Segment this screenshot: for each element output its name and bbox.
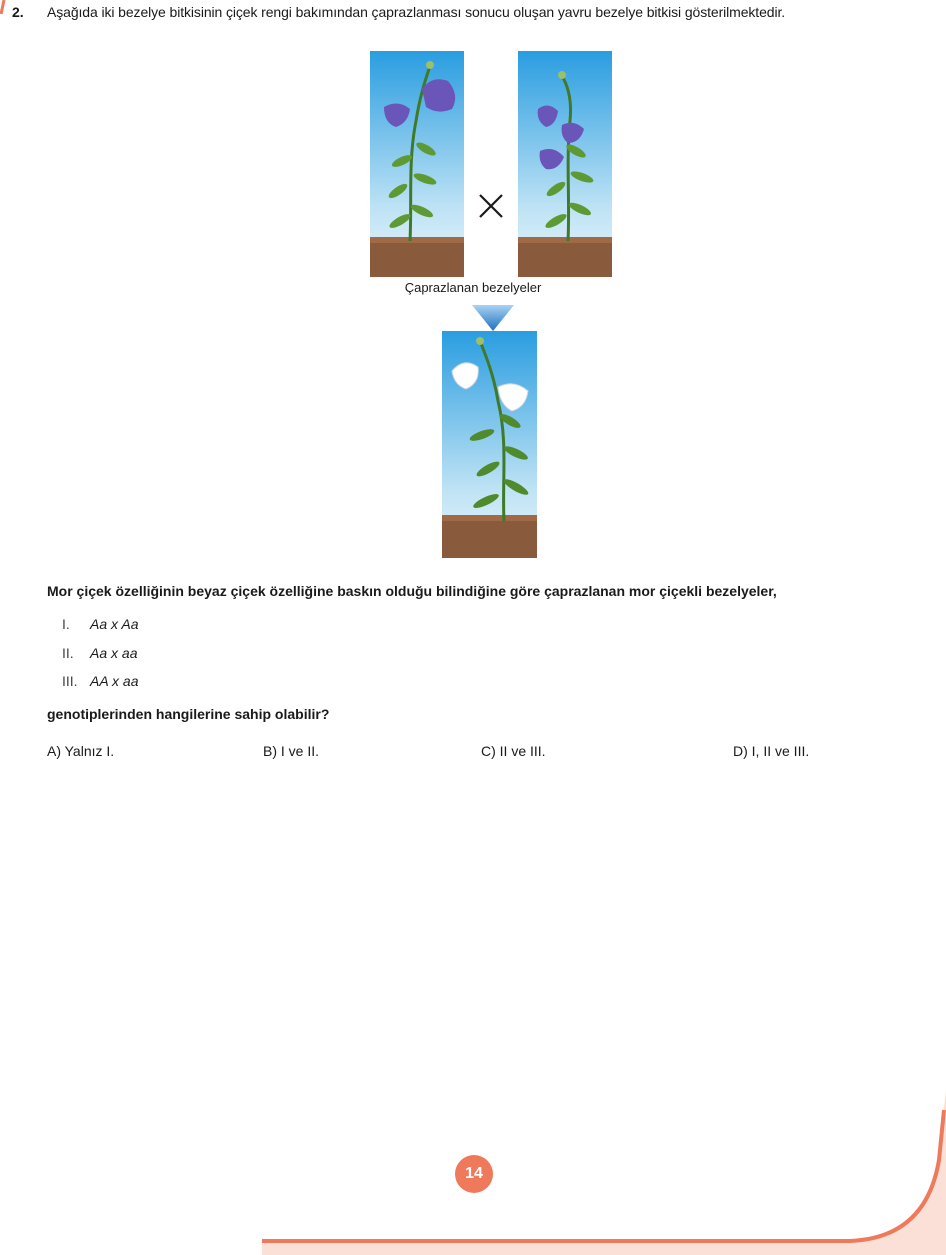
offspring-plant-image (442, 331, 537, 558)
statement-genotype: AA x aa (90, 673, 139, 689)
statement-numeral: II. (62, 645, 74, 661)
answer-option-a[interactable]: A) Yalnız I. (47, 743, 115, 759)
statement-numeral: I. (62, 616, 70, 632)
page-number-badge: 14 (455, 1155, 493, 1193)
figure-caption: Çaprazlanan bezelyeler (404, 280, 542, 295)
cross-symbol-icon (477, 192, 505, 220)
question-number: 2. (12, 4, 24, 20)
statement-genotype: Aa x aa (90, 645, 138, 661)
parent-plant-1-image (370, 51, 464, 277)
answer-option-b[interactable]: B) I ve II. (263, 743, 320, 759)
question-stem: Aşağıda iki bezelye bitkisinin çiçek rengi bakımından çaprazlanması sonucu oluşan yavru bezelye bitkisi gösterilmektedir. (47, 4, 786, 20)
statement-numeral: III. (62, 673, 78, 689)
down-arrow-icon (472, 305, 514, 331)
parent-plant-2-image (518, 51, 612, 277)
question-prompt: Mor çiçek özelliğinin beyaz çiçek özelliğine baskın olduğu bilindiğine göre çaprazlanan mor çiçekli bezelyeler, (47, 583, 777, 599)
statement-genotype: Aa x Aa (90, 616, 139, 632)
statement-item (62, 645, 137, 661)
answer-option-d[interactable]: D) I, II ve III. (733, 743, 810, 759)
question-ask: genotiplerinden hangilerine sahip olabilir? (47, 706, 330, 722)
statement-item (62, 616, 139, 632)
statement-item (62, 673, 139, 689)
answer-option-c[interactable]: C) II ve III. (481, 743, 546, 759)
